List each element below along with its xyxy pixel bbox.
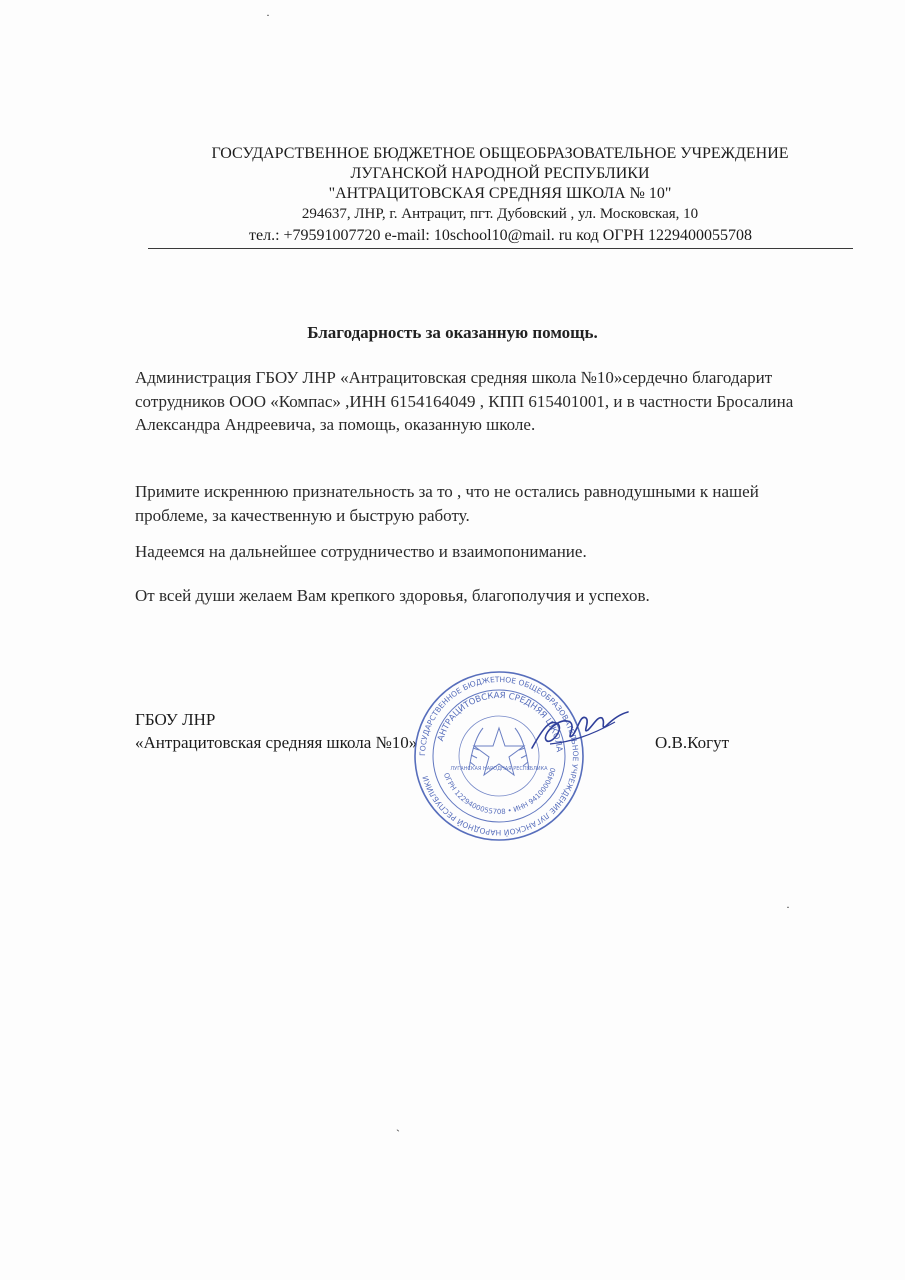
handwritten-signature <box>520 700 630 760</box>
stamp-bottom-text: ОГРН 1229400055708 • ИНН 9410000490 <box>441 767 558 816</box>
letterhead-region: ЛУГАНСКОЙ НАРОДНОЙ РЕСПУБЛИКИ <box>350 165 650 182</box>
scan-speck: ˏ <box>396 1118 400 1132</box>
paragraph-wishes: От всей души желаем Вам крепкого здоровья, благополучия и успехов. <box>135 586 650 605</box>
letter-title: Благодарность за оказанную помощь. <box>307 323 598 342</box>
letterhead-address: 294637, ЛНР, г. Антрацит, пгт. Дубовский , ул. Московская, 10 <box>301 206 699 222</box>
paragraph-gratitude: Администрация ГБОУ ЛНР «Антрацитовская средняя школа №10»сердечно благодарит сотрудников ООО «Компас» ,ИНН 6154164049 , КПП 615401001, и в частности Бросалина Александра Андреевича, за помощь, оказанную школе. <box>135 368 794 434</box>
signer-name: О.В.Когут <box>655 733 730 752</box>
stamp-outer-text: ГОСУДАРСТВЕННОЕ БЮДЖЕТНОЕ ОБЩЕОБРАЗОВАТЕЛЬНОЕ УЧРЕЖДЕНИЕ ЛУГАНСКОЙ НАРОДНОЙ РЕСПУБЛИКИ <box>417 674 581 838</box>
paragraph-acknowledgement: Примите искреннюю признательность за то , что не остались равнодушными к нашей проблеме, за качественную и быструю работу. <box>135 482 759 525</box>
signature-org-line2: «Антрацитовская средняя школа №10» <box>135 733 418 752</box>
scan-speck: · <box>786 900 790 914</box>
signature-org <box>135 708 417 754</box>
paragraph-cooperation: Надеемся на дальнейшее сотрудничество и взаимопонимание. <box>135 542 587 561</box>
stamp-inner-text: АНТРАЦИТОВСКАЯ СРЕДНЯЯ ШКОЛА <box>436 690 564 753</box>
letterhead-org-type: ГОСУДАРСТВЕННОЕ БЮДЖЕТНОЕ ОБЩЕОБРАЗОВАТЕЛЬНОЕ УЧРЕЖДЕНИЕ <box>211 145 789 162</box>
letterhead <box>140 144 860 249</box>
stamp-center-text: ЛУГАНСКАЯ НАРОДНАЯ РЕСПУБЛИКА <box>450 766 548 772</box>
letterhead-school-name: "АНТРАЦИТОВСКАЯ СРЕДНЯЯ ШКОЛА № 10" <box>328 185 672 202</box>
signature-org-line1: ГБОУ ЛНР <box>135 710 216 729</box>
signature-scribble-icon <box>520 700 630 760</box>
scan-speck: · <box>266 8 270 22</box>
letterhead-contacts: тел.: +79591007720 e-mail: 10school10@mail. ru код ОГРН 1229400055708 <box>148 226 853 249</box>
